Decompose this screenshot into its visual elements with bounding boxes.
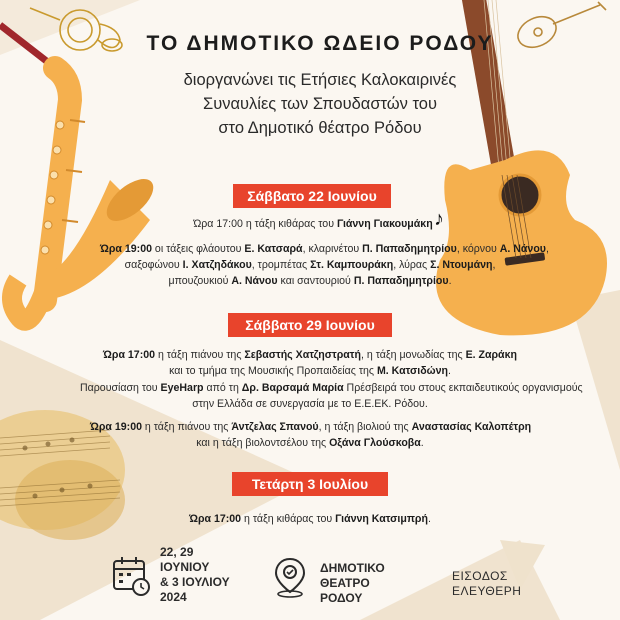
concert-line: και το τμήμα της Μουσικής Προπαιδείας της Μ. Κατσιδώνη.	[169, 365, 451, 377]
concert-line: Ώρα 19:00 οι τάξεις φλάουτου Ε. Κατσαρά, κλαρινέτου Π. Παπαδημητρίου, κόρνου Α. Νάνου,	[100, 243, 549, 255]
mandolin-icon	[513, 2, 606, 53]
page-title: ΤΟ ΔΗΜΟΤΙΚΟ ΩΔΕΙΟ ΡΟΔΟΥ	[146, 32, 494, 55]
concert-line: Ώρα 19:00 η τάξη πιάνου της Άντζελας Σπανού, η τάξη βιολιού της Αναστασίας Καλοπέτρη	[90, 421, 532, 433]
footer-venue: ΔΗΜΟΤΙΚΟ ΘΕΑΤΡΟ ΡΟΔΟΥ	[320, 561, 385, 605]
music-note-icon: ♪	[434, 208, 444, 230]
concert-line: μπουζουκιού Α. Νάνου και σαντουριού Π. Παπαδημητρίου.	[168, 275, 452, 287]
footer-entry: ΕΙΣΟΔΟΣ ΕΛΕΥΘΕΡΗ	[452, 569, 522, 598]
location-pin-icon	[272, 556, 308, 598]
subtitle-line: στο Δημοτικό θέατρο Ρόδου	[218, 119, 422, 137]
footer-dates: 22, 29 ΙΟΥΝΙΟΥ & 3 ΙΟΥΛΙΟΥ 2024	[160, 545, 230, 604]
date-badge: Σάββατο 22 Ιουνίου	[233, 184, 391, 208]
concert-line: Παρουσίαση του EyeHarp από τη Δρ. Βαρσαμά Μαρία Πρέσβειρά του στους εκπαιδευτικούς οργανισμούς	[80, 382, 583, 394]
date-badge: Σάββατο 29 Ιουνίου	[228, 313, 392, 337]
subtitle-line: Συναυλίες των Σπουδαστών του	[203, 95, 437, 113]
concert-line: Ώρα 17:00 η τάξη κιθάρας του Γιάννη Γιακουμάκη	[193, 218, 433, 230]
subtitle-line: διοργανώνει τις Ετήσιες Καλοκαιρινές	[183, 71, 457, 89]
date-badge: Τετάρτη 3 Ιουλίου	[232, 472, 388, 496]
subtitle	[110, 68, 530, 140]
concert-line: και η τάξη βιολοντσέλου της Οξάνα Γλούσκοβα.	[196, 437, 424, 449]
concert-line: Ώρα 17:00 η τάξη κιθάρας του Γιάννη Κατσιμπρή.	[189, 513, 431, 525]
time: Ώρα 17:00	[193, 218, 243, 230]
calendar-icon	[112, 555, 152, 597]
concert-line: στην Ελλάδα σε συνεργασία με το Ε.Ε.ΕΚ. Ρόδου.	[192, 398, 428, 410]
teacher-name: Γιάννη Γιακουμάκη	[336, 218, 433, 230]
concert-line: σαξοφώνου Ι. Χατζηδάκου, τρομπέτας Στ. Καμπουράκη, λύρας Σ. Ντουμάνη,	[124, 259, 496, 271]
concert-line: Ώρα 17:00 η τάξη πιάνου της Σεβαστής Χατζηστρατή, η τάξη μονωδίας της Ε. Ζαράκη	[103, 349, 517, 361]
